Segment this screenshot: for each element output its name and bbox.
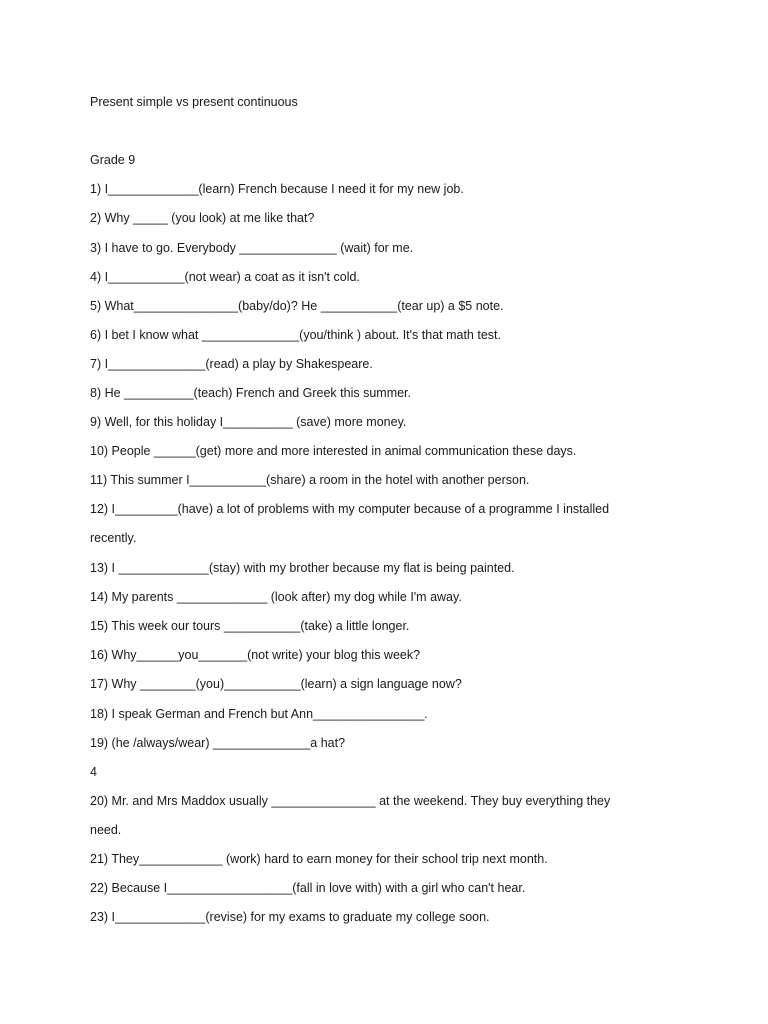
- exercise-line: 14) My parents _____________ (look after) my dog while I'm away.: [90, 590, 462, 604]
- exercise-line: 6) I bet I know what ______________(you/think ) about. It's that math test.: [90, 328, 501, 342]
- exercise-line-continued: need.: [90, 823, 122, 837]
- exercise-line: 7) I______________(read) a play by Shakespeare.: [90, 357, 373, 371]
- exercise-line: 1) I_____________(learn) French because I need it for my new job.: [90, 182, 464, 196]
- exercise-line: 8) He __________(teach) French and Greek this summer.: [90, 386, 412, 400]
- stray-number: 4: [90, 765, 97, 779]
- exercise-line: 17) Why ________(you)___________(learn) a sign language now?: [90, 677, 462, 691]
- exercise-line: 5) What_______________(baby/do)? He ___________(tear up) a $5 note.: [90, 299, 504, 313]
- exercise-line: 23) I_____________(revise) for my exams to graduate my college soon.: [90, 910, 490, 924]
- exercise-line: 20) Mr. and Mrs Maddox usually _______________ at the weekend. They buy everything they: [90, 794, 611, 808]
- exercise-line: 12) I_________(have) a lot of problems with my computer because of a programme I installed: [90, 502, 610, 516]
- exercise-line: 2) Why _____ (you look) at me like that?: [90, 211, 315, 225]
- exercise-line: 9) Well, for this holiday I__________ (save) more money.: [90, 415, 407, 429]
- exercise-line: 21) They____________ (work) hard to earn money for their school trip next month.: [90, 852, 548, 866]
- exercise-line: 10) People ______(get) more and more interested in animal communication these days.: [90, 444, 577, 458]
- exercise-line: 18) I speak German and French but Ann________________.: [90, 707, 428, 721]
- exercise-line: 11) This summer I___________(share) a room in the hotel with another person.: [90, 473, 530, 487]
- exercise-line: 13) I _____________(stay) with my brother because my flat is being painted.: [90, 561, 515, 575]
- exercise-line: 22) Because I__________________(fall in love with) with a girl who can't hear.: [90, 881, 526, 895]
- exercise-line-continued: recently.: [90, 531, 137, 545]
- grade-label: Grade 9: [90, 153, 136, 167]
- exercise-line: 4) I___________(not wear) a coat as it isn't cold.: [90, 270, 360, 284]
- exercise-line: 3) I have to go. Everybody ______________ (wait) for me.: [90, 241, 414, 255]
- exercise-line: 19) (he /always/wear) ______________a hat?: [90, 736, 346, 750]
- exercise-line: 16) Why______you_______(not write) your blog this week?: [90, 648, 421, 662]
- exercise-line: 15) This week our tours ___________(take) a little longer.: [90, 619, 410, 633]
- document-title: Present simple vs present continuous: [90, 95, 298, 109]
